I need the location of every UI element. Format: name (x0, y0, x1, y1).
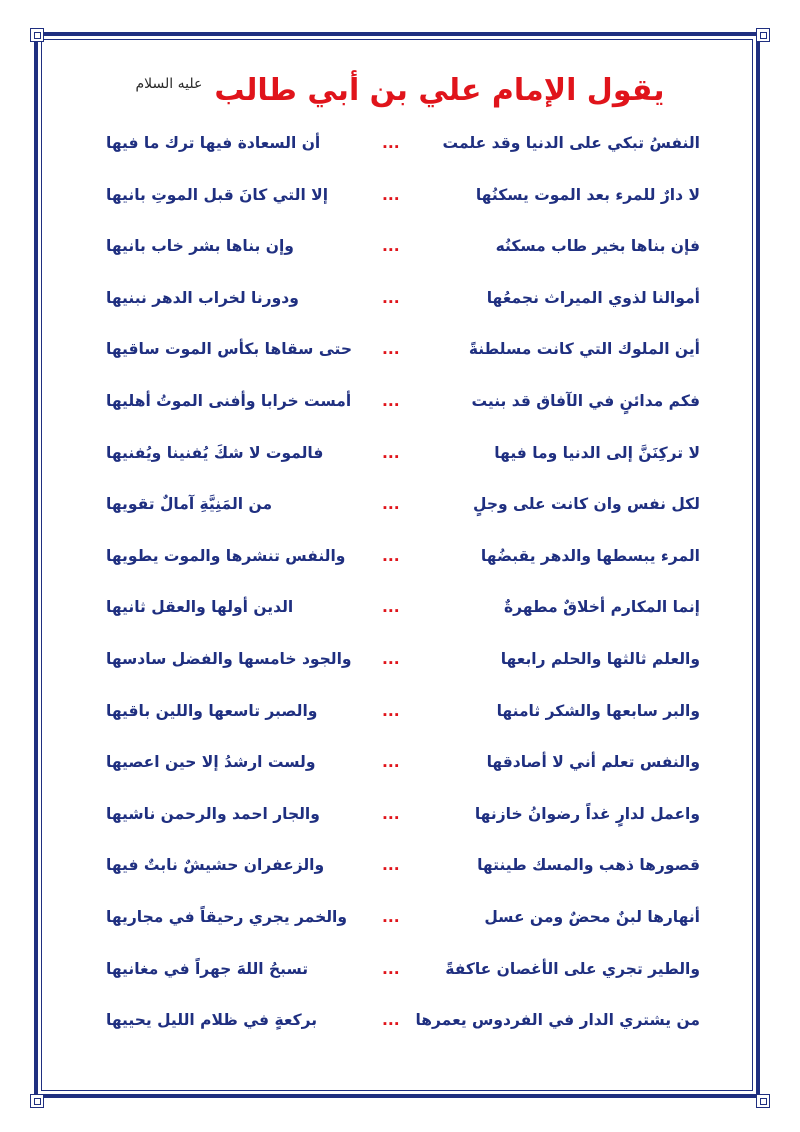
verse-second-hemistich: أمست خرابا وأفنى الموتُ أهليها (106, 391, 352, 410)
verse-second-hemistich: إلا التي كانَ قبل الموتِ بانيها (106, 185, 329, 204)
verse-first-hemistich: المرء يبسطها والدهر يقبضُها (480, 546, 700, 565)
verse-separator: ... (382, 856, 400, 875)
verse-first-hemistich: والبر سابعها والشكر ثامنها (496, 701, 700, 720)
verse-second-hemistich: بركعةٍ في ظلام الليل يحييها (106, 1011, 318, 1030)
verse-line (100, 128, 700, 180)
verse-line (100, 231, 700, 283)
verse-separator: ... (382, 134, 400, 152)
verse-first-hemistich: فكم مدائنٍ في الآفاق قد بنيت (471, 391, 700, 410)
verse-separator: ... (382, 598, 400, 617)
verse-second-hemistich: من المَنِيَّةِ آمالٌ تقويها (106, 495, 273, 514)
verse-separator: ... (382, 753, 400, 772)
verse-separator: ... (382, 237, 400, 256)
verse-line (100, 592, 700, 644)
verse-second-hemistich: الدين أولها والعقل ثانيها (106, 598, 294, 617)
verse-first-hemistich: من يشتري الدار في الفردوس يعمرها (415, 1011, 700, 1030)
poem (100, 128, 700, 1057)
verse-first-hemistich: إنما المكارم أخلاقٌ مطهرةٌ (503, 598, 700, 617)
corner-ornament-top-right (756, 28, 770, 42)
corner-ornament-top-left (30, 28, 44, 42)
verse-first-hemistich: لكل نفس وان كانت على وجلٍ (472, 495, 700, 514)
verse-first-hemistich: قصورها ذهب والمسك طينتها (477, 856, 700, 875)
verse-line (100, 283, 700, 335)
corner-ornament-bottom-right (756, 1094, 770, 1108)
verse-first-hemistich: أموالنا لذوي الميراث نجمعُها (486, 288, 700, 307)
title-block (0, 66, 800, 116)
verse-separator: ... (382, 340, 400, 359)
verse-first-hemistich: فإن بناها بخير طاب مسكنُه (495, 237, 700, 256)
verse-second-hemistich: والصبر تاسعها واللين باقيها (106, 701, 318, 720)
verse-first-hemistich: والنفس تعلم أني لا أصادقها (486, 753, 700, 772)
verse-line (100, 180, 700, 232)
verse-separator: ... (382, 959, 400, 978)
verse-second-hemistich: والجار احمد والرحمن ناشيها (106, 804, 320, 823)
verse-separator: ... (382, 546, 400, 565)
verse-second-hemistich: والجود خامسها والفضل سادسها (106, 649, 352, 668)
verse-line (100, 850, 700, 902)
verse-separator: ... (382, 804, 400, 823)
verse-second-hemistich: تسبحُ اللهَ جهراً في مغانيها (106, 959, 309, 978)
verse-first-hemistich: أين الملوك التي كانت مسلطنةً (468, 340, 700, 359)
honorific-calligraphy: عليه السلام (135, 76, 203, 92)
verse-separator: ... (382, 443, 400, 462)
verse-second-hemistich: والخمر يجري رحيقاً في مجاريها (106, 907, 348, 926)
verse-first-hemistich: النفسُ تبكي على الدنيا وقد علمت (442, 134, 700, 152)
verse-second-hemistich: والنفس تنشرها والموت يطويها (106, 546, 346, 565)
verse-line (100, 334, 700, 386)
verse-separator: ... (382, 649, 400, 668)
verse-second-hemistich: حتى سقاها بكأس الموت ساقيها (106, 340, 353, 359)
verse-line (100, 747, 700, 799)
verse-first-hemistich: واعمل لدارٍ غداً رضوانُ خازنها (474, 804, 700, 823)
verse-line (100, 696, 700, 748)
verse-separator: ... (382, 907, 400, 926)
verse-line (100, 954, 700, 1006)
verse-second-hemistich: ودورنا لخراب الدهر نبنيها (106, 288, 299, 307)
verse-separator: ... (382, 701, 400, 720)
verse-line (100, 438, 700, 490)
verse-second-hemistich: وإن بناها بشر خاب بانيها (106, 237, 294, 256)
verse-separator: ... (382, 495, 400, 514)
verse-first-hemistich: والطير تجري على الأغصان عاكفةً (445, 959, 700, 978)
verse-first-hemistich: أنهارها لبنٌ محضٌ ومن عسل (484, 907, 700, 926)
verse-first-hemistich: لا تركِنَنَّ إلى الدنيا وما فيها (494, 443, 700, 462)
verse-first-hemistich: لا دارٌ للمرء بعد الموت يسكنُها (475, 185, 700, 204)
page-title: يقول الإمام علي بن أبي طالب (214, 73, 665, 108)
verse-second-hemistich: ولست ارشدُ إلا حين اعصيها (106, 753, 316, 772)
verse-line (100, 1005, 700, 1057)
verse-line (100, 799, 700, 851)
verse-line (100, 644, 700, 696)
verse-second-hemistich: أن السعادة فيها ترك ما فيها (106, 134, 321, 152)
verse-line (100, 902, 700, 954)
corner-ornament-bottom-left (30, 1094, 44, 1108)
verse-separator: ... (382, 288, 400, 307)
verse-line (100, 386, 700, 438)
verse-line (100, 541, 700, 593)
verse-separator: ... (382, 185, 400, 204)
verse-first-hemistich: والعلم ثالثها والحلم رابعها (500, 649, 700, 668)
verse-line (100, 489, 700, 541)
verse-separator: ... (382, 1011, 400, 1030)
verse-second-hemistich: والزعفران حشيشٌ نابتٌ فيها (106, 856, 325, 875)
verse-second-hemistich: فالموت لا شكَ يُفنينا ويُفنيها (106, 443, 324, 462)
verse-separator: ... (382, 391, 400, 410)
